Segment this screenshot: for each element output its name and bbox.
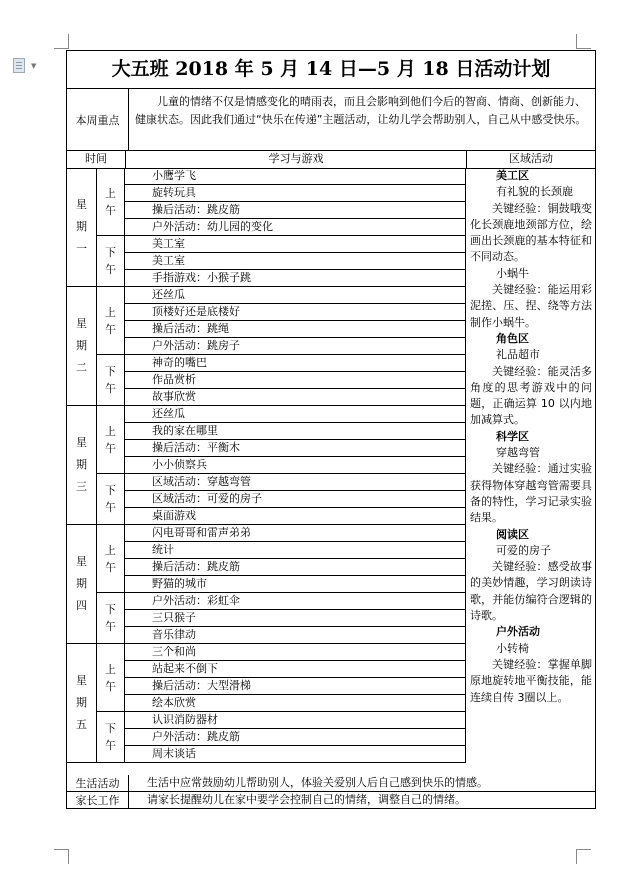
period-label-char: 上	[105, 662, 116, 676]
activity-cell: 手指游戏：小猴子跳	[125, 270, 466, 287]
activity-cell: 三个和尚	[125, 644, 466, 661]
day-label-char: 星	[76, 317, 87, 330]
parents-label: 家长工作	[67, 792, 129, 808]
header-region: 区域活动	[509, 152, 553, 165]
day-label	[67, 287, 97, 406]
document-icon[interactable]	[13, 58, 41, 74]
period-label-char: 午	[105, 322, 116, 336]
afternoon-label	[97, 236, 125, 287]
activity-cell: 户外活动：跳皮筋	[125, 729, 466, 746]
region-activity-desc: 关键经验：掌握单脚原地旋转地平衡技能，能连续自传 3圈以上。	[470, 657, 592, 704]
activity-cell: 操后活动：跳皮筋	[125, 559, 466, 576]
period-label-char: 上	[105, 543, 116, 557]
page-corner-mark	[576, 34, 591, 49]
day-label-char: 期	[76, 339, 87, 352]
activity-cell: 三只猴子	[125, 610, 466, 627]
region-activity-name: 有礼貌的长颈鹿	[496, 185, 573, 199]
region-activity-name: 穿越弯管	[496, 446, 540, 460]
parents-text: 请家长提醒幼儿在家中要学会控制自己的情绪，调整自己的情绪。	[147, 793, 466, 806]
day-label-char: 星	[76, 555, 87, 568]
day-label	[67, 168, 97, 287]
region-activity-desc: 关键经验：感受故事的美妙情趣，学习朗读诗歌，并能仿编符合逻辑的诗歌。	[470, 560, 592, 623]
period-label-char: 上	[105, 305, 116, 319]
day-label-char: 期	[76, 577, 87, 590]
page-title: 大五班 2018 年 5 月 14 日—5 月 18 日活动计划	[67, 51, 595, 89]
period-label-char: 午	[105, 560, 116, 574]
day-label-char: 一	[76, 242, 87, 255]
day-label-char: 星	[76, 198, 87, 211]
day-label-char: 期	[76, 220, 87, 233]
life-text: 生活中应常鼓励幼儿帮助别人，体验关爱别人后自己感到快乐的情感。	[147, 776, 488, 789]
region-activity-name: 小转椅	[496, 641, 529, 655]
period-label-char: 下	[105, 603, 116, 616]
region-activities	[467, 168, 595, 775]
activity-cell: 操后活动：平衡木	[125, 440, 466, 457]
activity-cell: 神奇的嘴巴	[125, 355, 466, 372]
activity-cell: 认识消防器材	[125, 712, 466, 729]
period-label-char: 下	[105, 246, 116, 259]
table-header	[67, 151, 595, 169]
schedule-grid	[67, 168, 595, 775]
activity-cell: 周末谈话	[125, 746, 466, 763]
activity-cell: 故事欣赏	[125, 389, 466, 406]
afternoon-label	[97, 474, 125, 525]
page-corner-mark	[54, 34, 69, 49]
period-label-char: 下	[105, 722, 116, 735]
period-label-char: 上	[105, 424, 116, 438]
activity-cell: 音乐律动	[125, 627, 466, 644]
day-label-char: 二	[76, 361, 87, 374]
life-row	[67, 775, 595, 792]
day-label-char: 星	[76, 436, 87, 449]
region-heading: 角色区	[496, 331, 529, 345]
activity-cell: 还丝瓜	[125, 287, 466, 304]
morning-label	[97, 525, 125, 593]
activity-cell: 还丝瓜	[125, 406, 466, 423]
activity-cell: 操后活动：跳绳	[125, 321, 466, 338]
activity-cell: 操后活动：跳皮筋	[125, 202, 466, 219]
day-label	[67, 644, 97, 763]
region-heading: 户外活动	[496, 625, 540, 639]
period-label-char: 午	[105, 382, 116, 395]
activity-cell: 绘本欣赏	[125, 695, 466, 712]
activity-cell: 统计	[125, 542, 466, 559]
period-label-char: 午	[105, 679, 116, 693]
chevron-down-icon[interactable]: ▼	[31, 62, 37, 70]
period-label-char: 上	[105, 186, 116, 200]
period-label-char: 下	[105, 365, 116, 378]
region-heading: 科学区	[496, 429, 529, 443]
period-label-char: 午	[105, 620, 116, 633]
region-heading: 美工区	[496, 169, 529, 182]
day-label-char: 期	[76, 696, 87, 709]
morning-label	[97, 287, 125, 355]
activity-cell: 小小侦察兵	[125, 457, 466, 474]
period-label-char: 午	[105, 203, 116, 217]
header-learning: 学习与游戏	[268, 152, 324, 165]
period-label-char: 午	[105, 263, 116, 276]
period-label-char: 午	[105, 441, 116, 455]
day-label	[67, 406, 97, 525]
activity-cell: 户外活动：彩虹伞	[125, 593, 466, 610]
activity-cell: 区域活动：可爱的房子	[125, 491, 466, 508]
period-label-char: 下	[105, 484, 116, 497]
activity-cell: 旋转玩具	[125, 185, 466, 202]
morning-label	[97, 644, 125, 712]
activity-cell: 闪电哥哥和雷声弟弟	[125, 525, 466, 542]
activity-cell: 顶楼好还是底楼好	[125, 304, 466, 321]
morning-label	[97, 406, 125, 474]
day-label-char: 五	[76, 718, 87, 731]
activity-cell: 站起来不倒下	[125, 661, 466, 678]
header-time: 时间	[85, 152, 107, 165]
region-activity-name: 小蜗牛	[496, 266, 529, 280]
region-activity-desc: 关键经验：能运用彩泥搓、压、捏、绕等方法制作小蜗牛。	[470, 283, 592, 329]
focus-row	[67, 89, 595, 151]
region-activity-name: 礼品超市	[496, 348, 540, 362]
focus-text: 儿童的情绪不仅是情感变化的晴雨表，而且会影响到他们今后的智商、情商、创新能力、健康状态。因此我们通过“快乐在传递”主题活动，让幼儿学会帮助别人，自己从中感受快乐。	[135, 95, 587, 126]
region-activity-desc: 关键经验：通过实验获得物体穿越弯管需要具备的特性，学习记录实验结果。	[470, 462, 592, 525]
activity-cell: 美工室	[125, 253, 466, 270]
morning-label	[97, 168, 125, 236]
activity-cell: 操后活动：大型滑梯	[125, 678, 466, 695]
day-label-char: 期	[76, 458, 87, 471]
plan-table	[66, 50, 596, 809]
activity-cell: 我的家在哪里	[125, 423, 466, 440]
page-corner-mark	[576, 849, 591, 864]
region-heading: 阅读区	[496, 527, 529, 541]
activity-cell: 作品赏析	[125, 372, 466, 389]
activity-cell: 野猫的城市	[125, 576, 466, 593]
activity-cell: 小鹰学飞	[125, 168, 466, 185]
period-label-char: 午	[105, 739, 116, 752]
page-corner-mark	[54, 849, 69, 864]
parents-row	[67, 792, 595, 808]
region-activity-desc: 关键经验：铜鼓哦变化长颈鹿地颈部方位，绘画出长颈鹿的基本特征和不同动态。	[470, 201, 592, 264]
afternoon-label	[97, 712, 125, 763]
day-label	[67, 525, 97, 644]
life-label: 生活活动	[67, 775, 129, 791]
day-label-char: 四	[76, 599, 87, 612]
activity-cell: 美工室	[125, 236, 466, 253]
day-label-char: 三	[76, 480, 87, 493]
day-label-char: 星	[76, 674, 87, 687]
period-label-char: 午	[105, 501, 116, 514]
region-activity-desc: 关键经验：能灵活多角度的思考游戏中的问题，正确运算 10 以内地加减算式。	[470, 364, 592, 427]
afternoon-label	[97, 593, 125, 644]
activity-cell: 区域活动：穿越弯管	[125, 474, 466, 491]
activity-cell: 户外活动：幼儿园的变化	[125, 219, 466, 236]
activity-cell: 户外活动：跳房子	[125, 338, 466, 355]
region-activity-name: 可爱的房子	[496, 543, 551, 557]
afternoon-label	[97, 355, 125, 406]
focus-label: 本周重点	[67, 89, 129, 150]
activity-cell: 桌面游戏	[125, 508, 466, 525]
